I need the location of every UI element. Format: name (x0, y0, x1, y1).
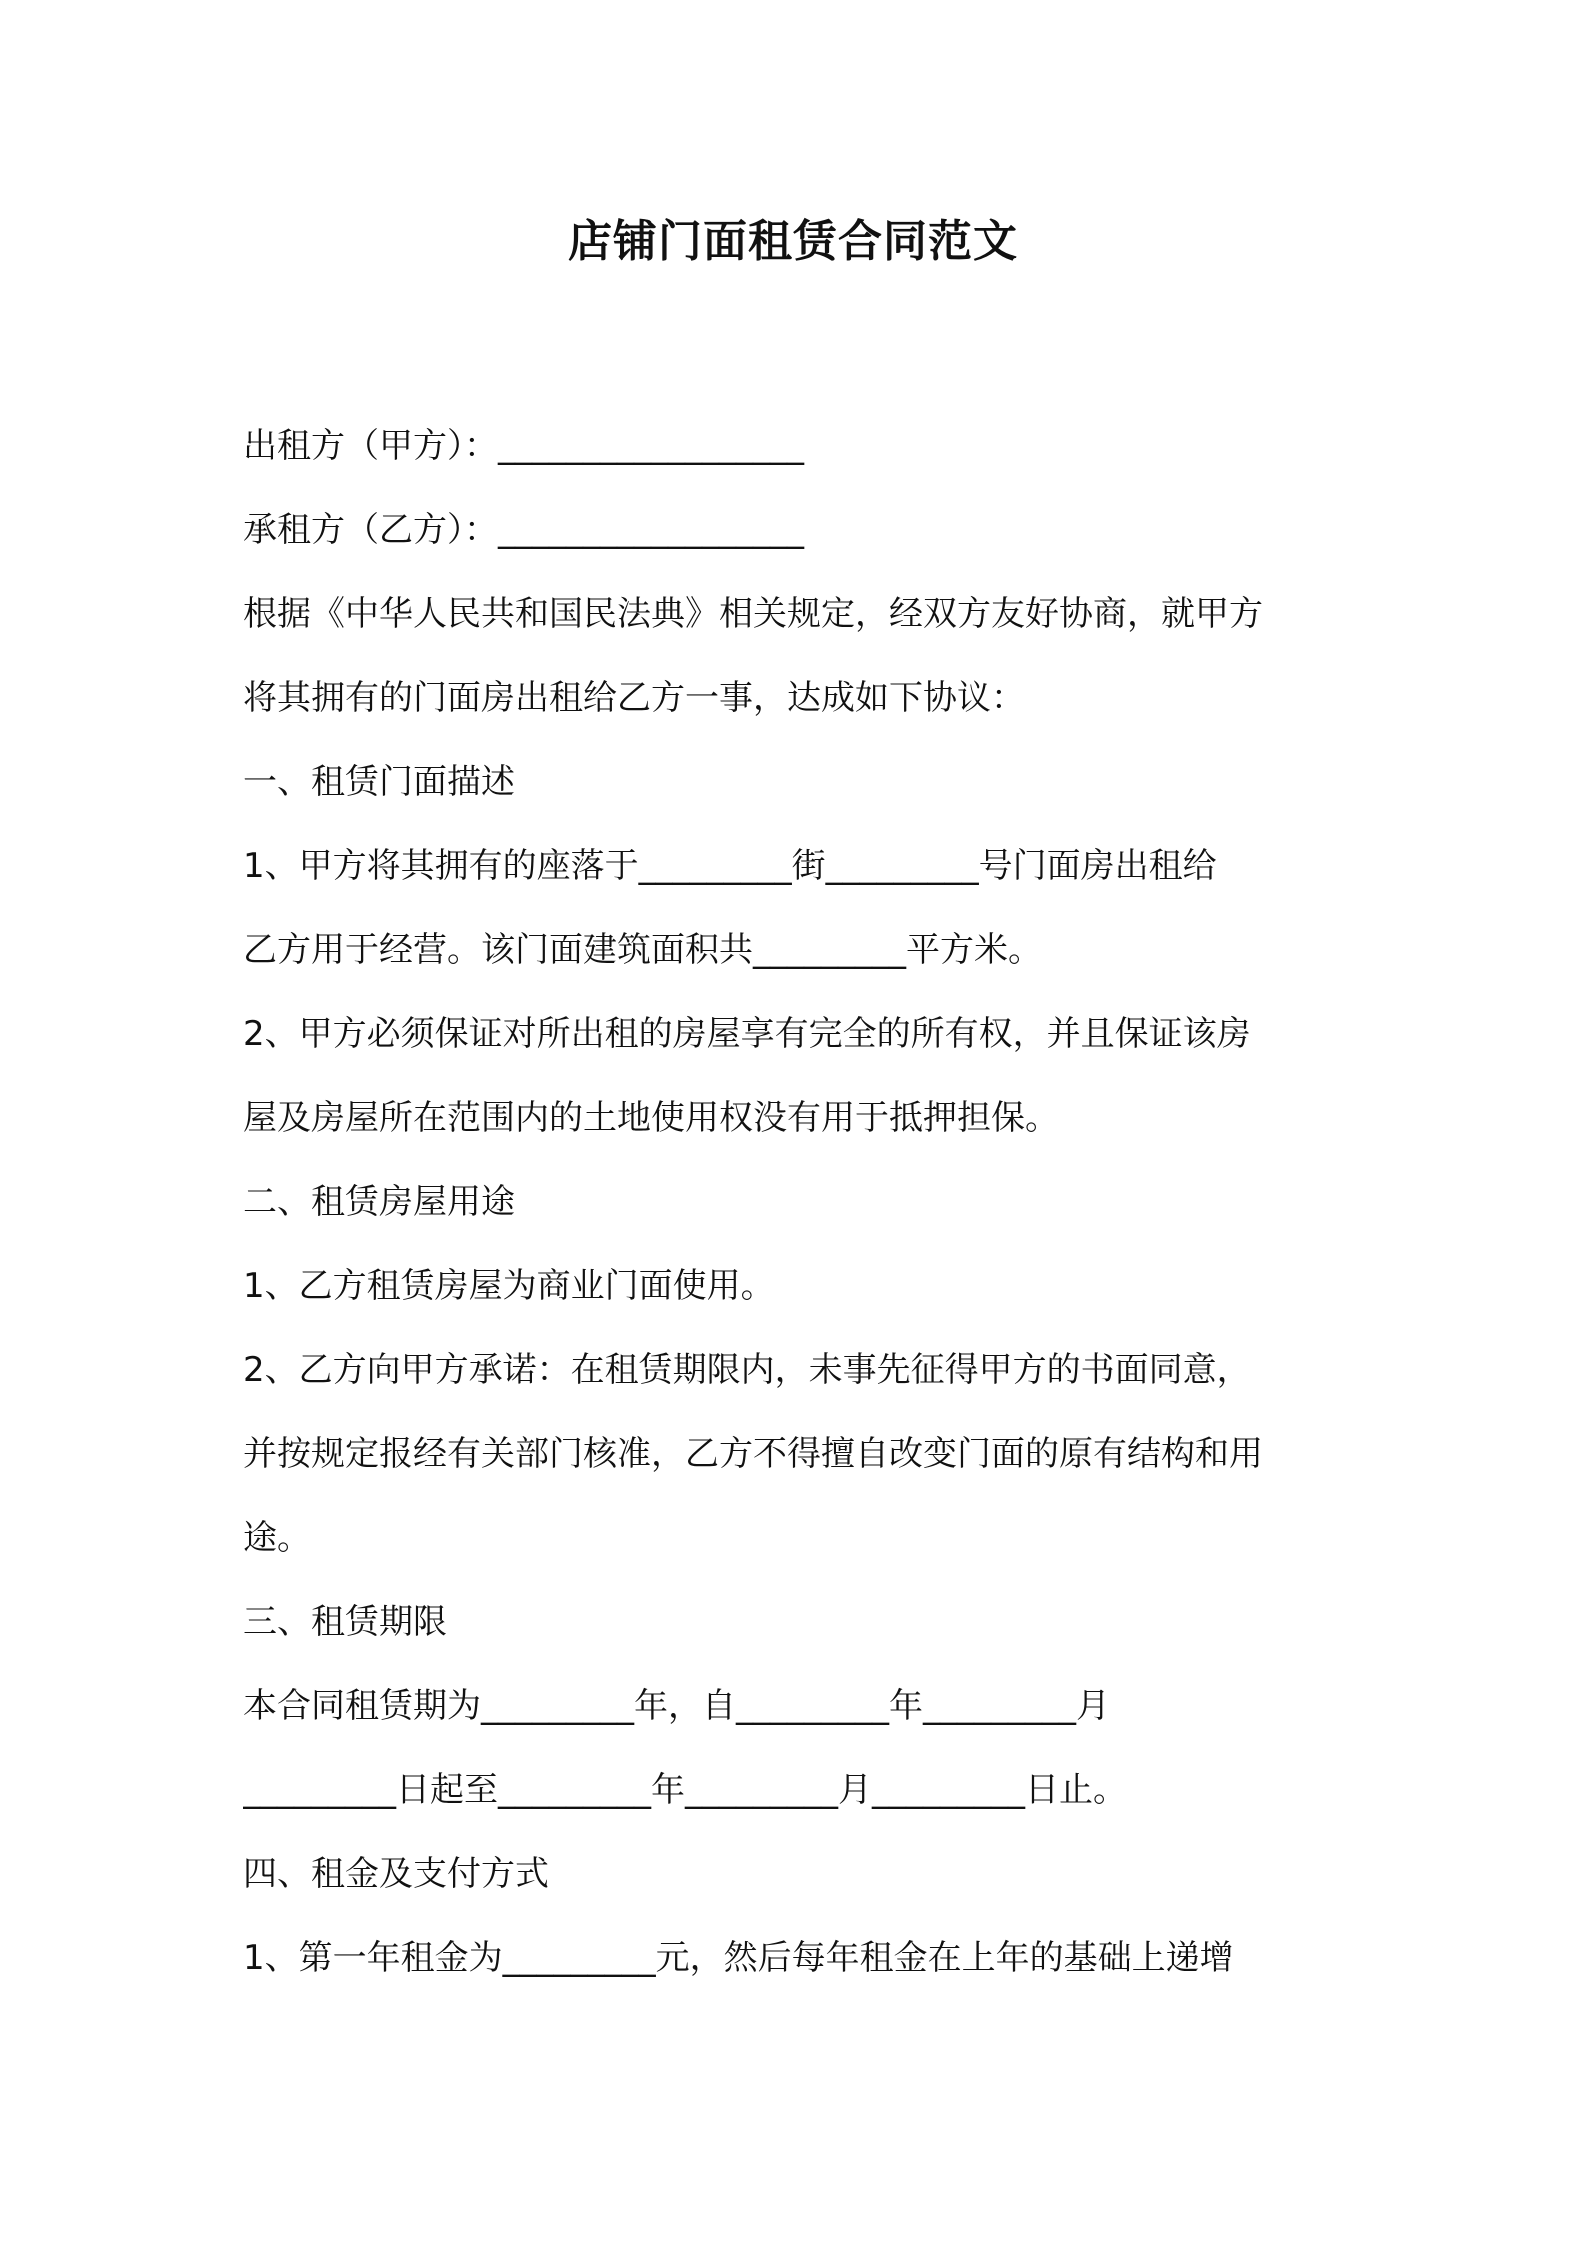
clause-1-1-line-2: 乙方用于经营。该门面建筑面积共_________平方米。 (243, 930, 1042, 970)
document-title: 店铺门面租赁合同范文 (568, 216, 1018, 267)
term-line-1: 本合同租赁期为_________年，自_________年_________月 (243, 1686, 1110, 1726)
party-a-line: 出租方（甲方）：__________________ (243, 426, 804, 466)
party-b-line: 承租方（乙方）：__________________ (243, 510, 804, 550)
clause-2-1: 1、乙方租赁房屋为商业门面使用。 (243, 1266, 775, 1306)
clause-1-2-line-2: 屋及房屋所在范围内的土地使用权没有用于抵押担保。 (243, 1098, 1059, 1138)
clause-4-1-line-1: 1、第一年租金为_________元，然后每年租金在上年的基础上递增 (243, 1938, 1234, 1978)
term-line-2: _________日起至_________年_________月_________日止。 (243, 1770, 1127, 1810)
section-heading-4: 四、租金及支付方式 (243, 1854, 549, 1894)
preamble-line-1: 根据《中华人民共和国民法典》相关规定，经双方友好协商，就甲方 (243, 594, 1263, 634)
clause-1-1-line-1: 1、甲方将其拥有的座落于_________街_________号门面房出租给 (243, 846, 1217, 886)
document-body (243, 404, 1355, 2000)
clause-2-2-line-2: 并按规定报经有关部门核准，乙方不得擅自改变门面的原有结构和用 (243, 1434, 1263, 1474)
clause-1-2-line-1: 2、甲方必须保证对所出租的房屋享有完全的所有权，并且保证该房 (243, 1014, 1251, 1054)
section-heading-3: 三、租赁期限 (243, 1602, 447, 1642)
preamble-line-2: 将其拥有的门面房出租给乙方一事，达成如下协议： (243, 678, 1025, 718)
section-heading-2: 二、租赁房屋用途 (243, 1182, 515, 1222)
clause-2-2-line-3: 途。 (243, 1518, 311, 1558)
section-heading-1: 一、租赁门面描述 (243, 762, 515, 802)
clause-2-2-line-1: 2、乙方向甲方承诺：在租赁期限内，未事先征得甲方的书面同意， (243, 1350, 1251, 1390)
